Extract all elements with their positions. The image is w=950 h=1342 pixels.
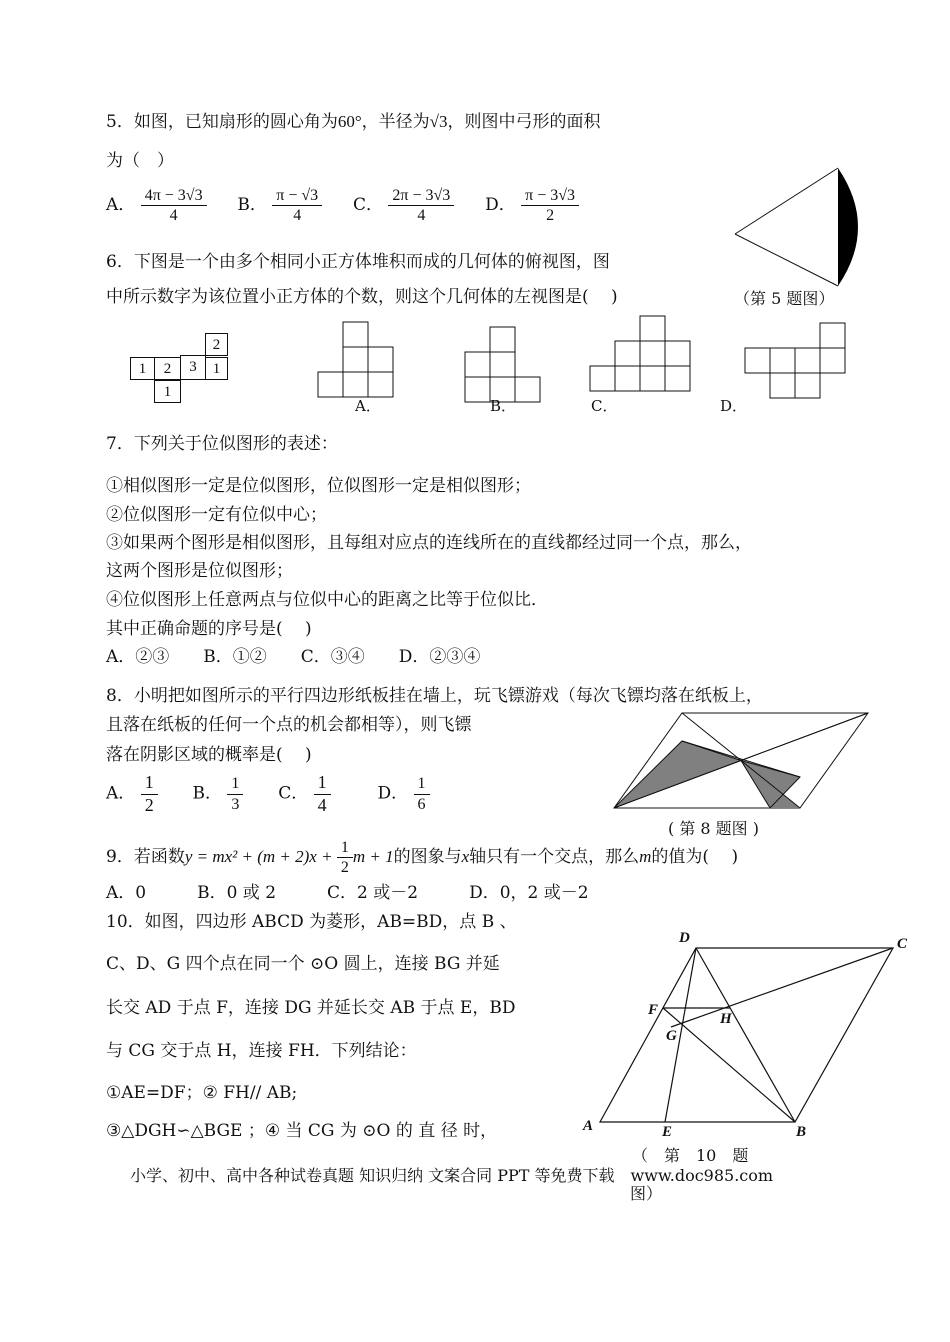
q5-sector-figure xyxy=(730,162,860,292)
q8-line2: 且落在纸板的任何一个点的机会都相等），则飞镖 xyxy=(106,715,472,735)
q6-option-b-label: B． xyxy=(490,397,517,415)
page-footer: 小学、初中、高中各种试卷真题 知识归纳 文案合同 PPT 等免费下载 www.doc985.com xyxy=(130,1166,774,1185)
q10-label-d: D xyxy=(679,930,690,946)
q10-rhombus-figure xyxy=(590,940,910,1130)
q5-opt-a-label: A． xyxy=(106,195,136,216)
q5-opt-d-frac xyxy=(521,186,579,225)
q5-line2: 为（ ） xyxy=(106,151,174,171)
q6-option-d-label: D． xyxy=(720,397,748,415)
q8-line3: 落在阴影区域的概率是( ) xyxy=(106,745,312,765)
q8-opt-a-frac xyxy=(141,772,158,816)
q7-statement-1: ①相似图形一定是位似图形，位似图形一定是相似图形； xyxy=(106,476,531,496)
q8-opt-c-num: 1 xyxy=(314,772,331,795)
q5-radius: √3 xyxy=(429,112,448,131)
q8-opt-b-frac xyxy=(227,774,243,813)
q5-text-c: ，则图中弓形的面积 xyxy=(447,112,601,132)
q7-statement-3: ③如果两个图形是相似图形，且每组对应点的连线所在的直线都经过同一个点，那么， xyxy=(106,533,752,553)
q10-label-b: B xyxy=(796,1124,807,1140)
q8-opt-c-label: C． xyxy=(278,783,309,804)
q9-pre: 9．若函数 xyxy=(106,847,185,868)
q8-opt-a-den: 2 xyxy=(144,794,154,815)
q9-frac-num: 1 xyxy=(337,838,353,858)
q6-cell-bottom: 1 xyxy=(154,380,181,403)
q8-opt-d-num: 1 xyxy=(414,774,430,794)
q8-opt-a-label: A． xyxy=(106,783,136,804)
q6-option-c-label: C． xyxy=(591,397,618,415)
q5-opt-d-label: D． xyxy=(485,195,516,216)
q8-caption: ( 第 8 题图 ) xyxy=(668,819,760,838)
q6-cell-r1c4: 1 xyxy=(205,357,228,380)
q6-cell-r1c2: 2 xyxy=(154,357,181,380)
q5-options xyxy=(106,186,579,225)
q8-opt-d-den: 6 xyxy=(417,795,426,813)
q5-opt-a-den: 4 xyxy=(169,207,178,225)
q10-label-c: C xyxy=(897,936,908,952)
q5-angle: 60° xyxy=(337,112,362,131)
q8-opt-a-num: 1 xyxy=(141,772,158,795)
q8-parallelogram-figure xyxy=(610,708,872,812)
q7-statement-2: ②位似图形一定有位似中心； xyxy=(106,505,327,525)
q10-label-f: F xyxy=(648,1002,659,1018)
q8-opt-c-den: 4 xyxy=(317,794,327,815)
q9-formula-a: y = mx² + (m + 2)x + xyxy=(184,847,337,867)
q5-text-b: ，半径为 xyxy=(361,112,430,132)
q9-post: 轴只有一个交点，那么 xyxy=(469,847,640,868)
q6-option-a-figure xyxy=(317,320,397,400)
q5-opt-b-label: B． xyxy=(237,195,267,216)
q7-ask: 其中正确命题的序号是( ) xyxy=(106,619,312,639)
q5-opt-a-frac xyxy=(141,186,207,225)
q6-option-b-figure xyxy=(464,325,544,405)
q8-opt-d-label: D． xyxy=(377,783,409,804)
q8-opt-b-label: B． xyxy=(192,783,222,804)
q5-opt-d-num: π − 3√3 xyxy=(521,186,579,206)
q8-opt-c-frac xyxy=(314,772,331,816)
q10-line3: 长交 AD 于点 F，连接 DG 并延长交 AB 于点 E，BD xyxy=(106,998,516,1018)
q8-options xyxy=(106,772,430,816)
q6-line1: 6．下图是一个由多个相同小正方体堆积而成的几何体的俯视图，图 xyxy=(106,252,610,272)
q8-opt-d-frac xyxy=(414,774,430,813)
q9-formula-b: m + 1 xyxy=(352,847,394,867)
q6-cell-top: 2 xyxy=(205,333,228,356)
q7-statement-4: ④位似图形上任意两点与位似中心的距离之比等于位似比． xyxy=(106,590,548,610)
q5-opt-b-frac xyxy=(272,186,322,225)
q5-opt-c-label: C． xyxy=(353,195,384,216)
q5-opt-d-den: 2 xyxy=(546,207,555,225)
q5-opt-b-den: 4 xyxy=(293,207,302,225)
q5-opt-c-den: 4 xyxy=(417,207,426,225)
q6-line2: 中所示数字为该位置小正方体的个数，则这个几何体的左视图是( ) xyxy=(106,287,618,307)
q10-line6: ③△DGH∽△BGE ；④ 当 CG 为 ⊙O 的 直 径 时， xyxy=(106,1121,498,1141)
q8-opt-b-num: 1 xyxy=(227,774,243,794)
q6-cell-r1c3: 3 xyxy=(180,355,206,380)
q5-opt-c-frac xyxy=(388,186,454,225)
q9-frac-den: 2 xyxy=(340,859,349,877)
q10-label-a: A xyxy=(583,1118,594,1134)
q6-option-d-figure xyxy=(744,322,850,402)
q9-end: 的值为( ) xyxy=(651,847,739,868)
q9-x: x xyxy=(461,847,470,867)
q7-statement-3b: 这两个图形是位似图形； xyxy=(106,561,293,581)
q9-mid: 的图象与 xyxy=(393,847,462,868)
q5-line1 xyxy=(106,112,600,132)
q5-opt-c-num: 2π − 3√3 xyxy=(388,186,454,206)
q7-options: A．②③ B．①② C．③④ D．②③④ xyxy=(106,647,481,667)
q10-caption-b: 图） xyxy=(630,1184,663,1203)
q9-m: m xyxy=(639,847,652,867)
q9-frac xyxy=(337,838,353,877)
q9-options: A．0 B．0 或 2 C．2 或－2 D．0，2 或－2 xyxy=(106,883,589,903)
q6-option-c-figure xyxy=(589,314,695,394)
q10-line2: C、D、G 四个点在同一个 ⊙O 圆上，连接 BG 并延 xyxy=(106,954,500,974)
q10-label-e: E xyxy=(662,1124,673,1140)
q5-opt-a-num: 4π − 3√3 xyxy=(141,186,207,206)
q10-label-g: G xyxy=(666,1028,677,1044)
q5-text-a: 5．如图，已知扇形的圆心角为 xyxy=(106,112,338,132)
q6-option-a-label: A． xyxy=(355,397,381,415)
q8-opt-b-den: 3 xyxy=(231,795,240,813)
q10-line5: ①AE=DF；② FH// AB; xyxy=(106,1083,298,1103)
q7-line1: 7．下列关于位似图形的表述： xyxy=(106,434,338,454)
q10-line1: 10．如图，四边形 ABCD 为菱形，AB=BD，点 B 、 xyxy=(106,912,517,932)
q9-line xyxy=(106,838,738,877)
q5-opt-b-num: π − √3 xyxy=(272,186,322,206)
q5-caption: （第 5 题图） xyxy=(734,289,835,308)
q6-cell-r1c1: 1 xyxy=(130,357,155,380)
q10-line4: 与 CG 交于点 H，连接 FH．下列结论： xyxy=(106,1041,417,1061)
q10-caption-a: （ 第 10 题 xyxy=(632,1146,749,1165)
q8-line1: 8．小明把如图所示的平行四边形纸板挂在墙上，玩飞镖游戏（每次飞镖均落在纸板上， xyxy=(106,686,763,706)
q10-label-h: H xyxy=(720,1011,732,1027)
